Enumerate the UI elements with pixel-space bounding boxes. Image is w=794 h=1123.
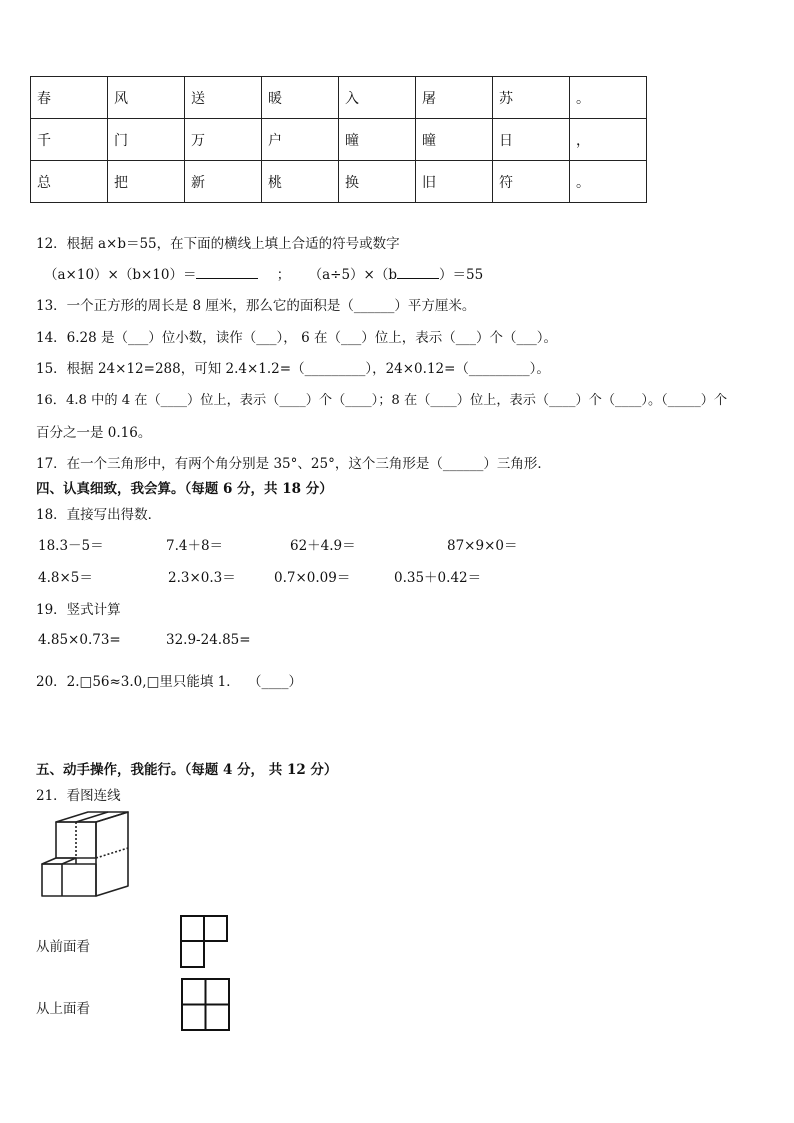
cube-stack-figure xyxy=(38,808,138,908)
front-view-shape[interactable] xyxy=(180,915,230,969)
q18-r1-c2: 7.4＋8＝ xyxy=(166,538,224,554)
q18-r2-c2: 2.3×0.3＝ xyxy=(168,570,236,586)
q12-part1: （a×10）×（b×10）＝ xyxy=(44,267,197,283)
q19-stem: 19．竖式计算 xyxy=(36,602,121,618)
section-5-heading: 五、动手操作，我能行。（每题 4 分， 共 12 分） xyxy=(36,762,338,778)
q18-r2-c1: 4.8×5＝ xyxy=(38,570,93,586)
poem-cell: 曈 xyxy=(339,119,416,161)
q12-part2-suffix: ）＝55 xyxy=(438,267,484,283)
poem-cell: 日 xyxy=(493,119,570,161)
q18-r2-c3: 0.7×0.09＝ xyxy=(274,570,351,586)
poem-cell: 旧 xyxy=(416,161,493,203)
poem-cell: 屠 xyxy=(416,77,493,119)
q18-r2-c4: 0.35＋0.42＝ xyxy=(394,570,482,586)
poem-cell: 换 xyxy=(339,161,416,203)
poem-cell: 。 xyxy=(570,161,647,203)
section-4-heading: 四、认真细致，我会算。（每题 6 分，共 18 分） xyxy=(36,481,333,497)
q19-item-2: 32.9-24.85= xyxy=(166,632,251,648)
poem-cell: 门 xyxy=(108,119,185,161)
question-13: 13．一个正方形的周长是 8 厘米，那么它的面积是（______）平方厘米。 xyxy=(36,298,476,314)
poem-cell: 把 xyxy=(108,161,185,203)
question-17: 17．在一个三角形中，有两个角分别是 35°、25°，这个三角形是（______）三角形． xyxy=(36,456,551,472)
q19-item-1: 4.85×0.73= xyxy=(38,632,121,648)
q18-r1-c4: 87×9×0＝ xyxy=(447,538,518,554)
q12-expression xyxy=(44,263,483,283)
q21-stem: 21．看图连线 xyxy=(36,788,121,804)
poem-cell: 总 xyxy=(31,161,108,203)
poem-cell: 桃 xyxy=(262,161,339,203)
q12-separator: ； xyxy=(276,267,291,283)
poem-cell: 暖 xyxy=(262,77,339,119)
poem-row xyxy=(31,161,647,203)
poem-cell: 送 xyxy=(185,77,262,119)
poem-cell: 户 xyxy=(262,119,339,161)
q18-stem: 18．直接写出得数． xyxy=(36,507,162,523)
poem-cell: 风 xyxy=(108,77,185,119)
poem-cell: 入 xyxy=(339,77,416,119)
q12-stem: 12．根据 a×b＝55，在下面的横线上填上合适的符号或数字 xyxy=(36,236,400,252)
question-20: 20．2.□56≈3.0,□里只能填 1． xyxy=(36,674,240,690)
poem-cell: 苏 xyxy=(493,77,570,119)
q20-answer-blank[interactable]: （____） xyxy=(248,674,302,690)
q12-blank-1[interactable] xyxy=(196,278,258,279)
poem-row xyxy=(31,77,647,119)
question-16-line1: 16．4.8 中的 4 在（____）位上，表示（____）个（____）；8 在（____）位上，表示（____）个（____）。（_____）个 xyxy=(36,393,728,408)
poem-row xyxy=(31,119,647,161)
poem-cell: 新 xyxy=(185,161,262,203)
q18-r1-c1: 18.3－5＝ xyxy=(38,538,104,554)
view-top-label: 从上面看 xyxy=(36,1001,90,1017)
poem-cell: 千 xyxy=(31,119,108,161)
q12-blank-2[interactable] xyxy=(397,278,439,279)
question-15: 15．根据 24×12=288，可知 2.4×1.2=（_________），24×0.12=（_________）。 xyxy=(36,361,550,377)
poem-cell: 符 xyxy=(493,161,570,203)
question-14: 14．6.28 是（___）位小数，读作（___）， 6 在（___）位上，表示（___）个（___）。 xyxy=(36,330,557,346)
poem-cell: 曈 xyxy=(416,119,493,161)
q12-part2: （a÷5）×（b xyxy=(308,267,397,283)
poem-table xyxy=(30,76,647,203)
poem-cell: ， xyxy=(570,119,647,161)
q18-r1-c3: 62＋4.9＝ xyxy=(290,538,356,554)
view-front-label: 从前面看 xyxy=(36,939,90,955)
top-view-shape[interactable] xyxy=(181,978,231,1032)
poem-cell: 。 xyxy=(570,77,647,119)
poem-cell: 万 xyxy=(185,119,262,161)
question-16-line2: 百分之一是 0.16。 xyxy=(36,425,152,441)
poem-cell: 春 xyxy=(31,77,108,119)
